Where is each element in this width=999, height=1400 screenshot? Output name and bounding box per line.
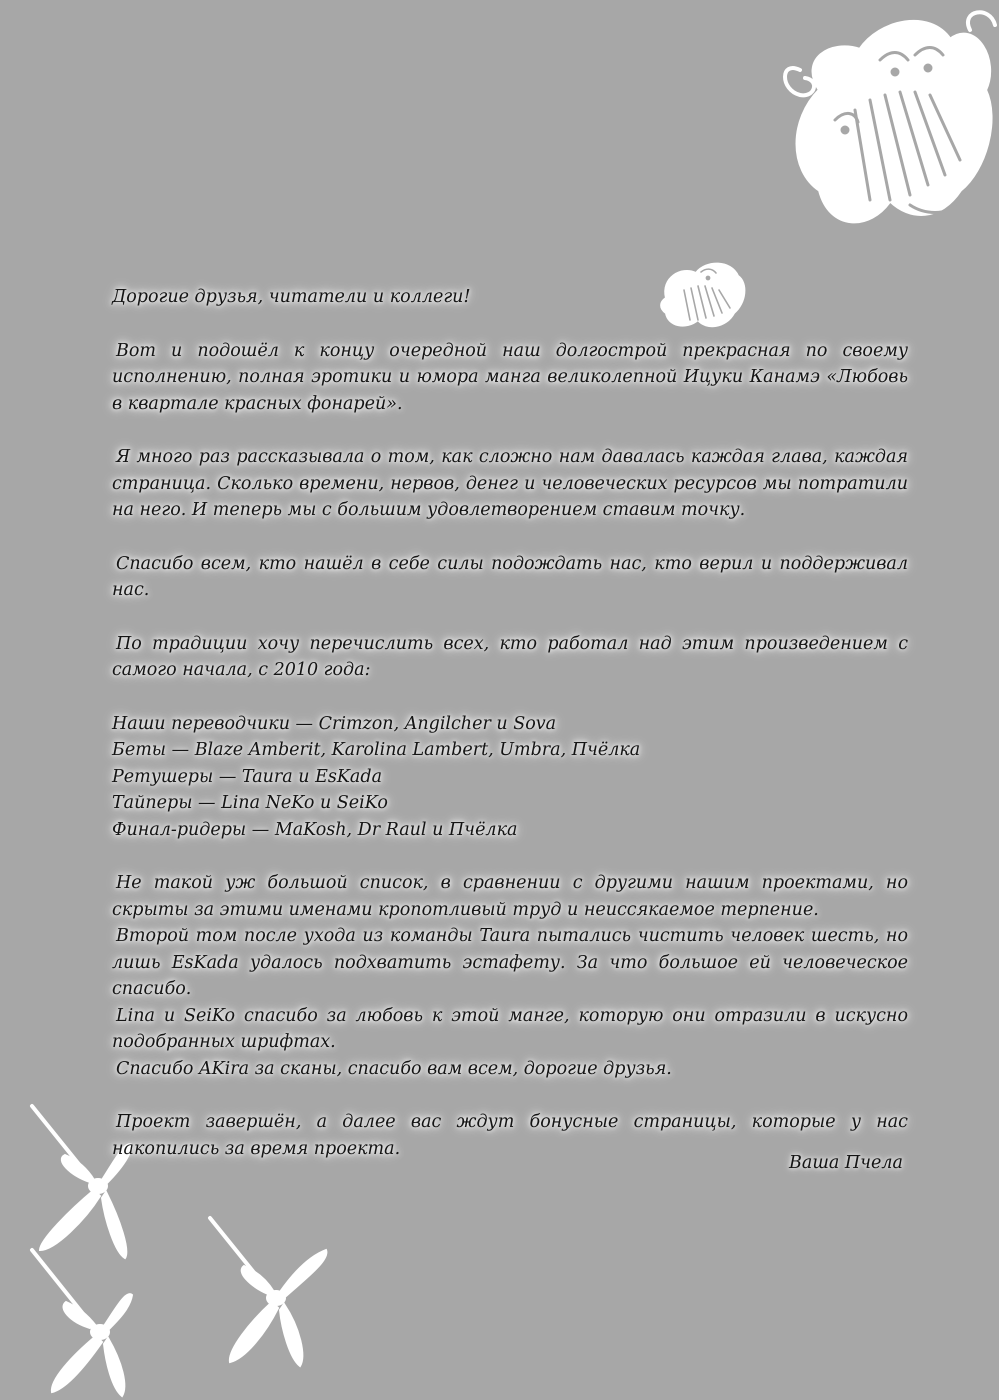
greeting: Дорогие друзья, читатели и коллеги!: [112, 287, 471, 307]
paragraph-thanks: Спасибо всем, кто нашёл в себе силы подождать нас, кто верил и поддерживал нас.: [112, 553, 908, 600]
paragraph-difficulties: Я много раз рассказывала о том, как сложно нам давалась каждая глава, каждая страница. Сколько времени, нервов, денег и человеческих ресурсов мы потратили на него. И теперь мы с большим удовлетворением ставим точку.: [112, 447, 908, 520]
paragraph-list-note: Не такой уж большой список, в сравнении с другими нашим проектами, но скрыты за этими именами кропотливый труд и неиссякаемое терпение.: [112, 873, 908, 920]
paragraph-scans: Спасибо AKira за сканы, спасибо вам всем, дорогие друзья.: [116, 1058, 672, 1079]
credit-betas: Беты — Blaze Amberit, Karolina Lambert, Umbra, Пчёлка: [112, 740, 641, 760]
signature: Ваша Пчела: [789, 1153, 903, 1173]
butterfly-emblem-icon: [760, 0, 999, 250]
letter-body: [112, 284, 908, 1162]
paragraph-bonus: Проект завершён, а далее вас ждут бонусные страницы, которые у нас накопились за время проекта.: [112, 1112, 908, 1159]
credit-retouchers: Ретушеры — Taura и EsKada: [112, 766, 383, 787]
paragraph-second-volume: Второй том после ухода из команды Taura пытались чистить человек шесть, но лишь EsKada удалось подхватить эстафету. За что большое ей человеческое спасибо.: [112, 926, 908, 999]
paragraph-ending: Вот и подошёл к концу очередной наш долгострой прекрасная по своему исполнению, полная эротики и юмора манга великолепной Ицуки Канамэ «Любовь в квартале красных фонарей».: [112, 340, 908, 414]
credits-list: [112, 711, 908, 844]
credit-final-readers: Финал-ридеры — MaKosh, Dr Raul и Пчёлка: [112, 819, 518, 840]
paragraph-tradition: По традиции хочу перечислить всех, кто работал над этим произведением с самого начала, с 2010 года:: [112, 633, 908, 680]
credit-typesetters: Тайперы — Lina NeKo и SeiKo: [112, 793, 388, 813]
credit-translators: Наши переводчики — Crimzon, Angilcher и Sova: [112, 713, 557, 734]
paragraph-fonts: Lina и SeiKo спасибо за любовь к этой манге, которую они отразили в искусно подобранных шрифтах.: [112, 1005, 908, 1052]
